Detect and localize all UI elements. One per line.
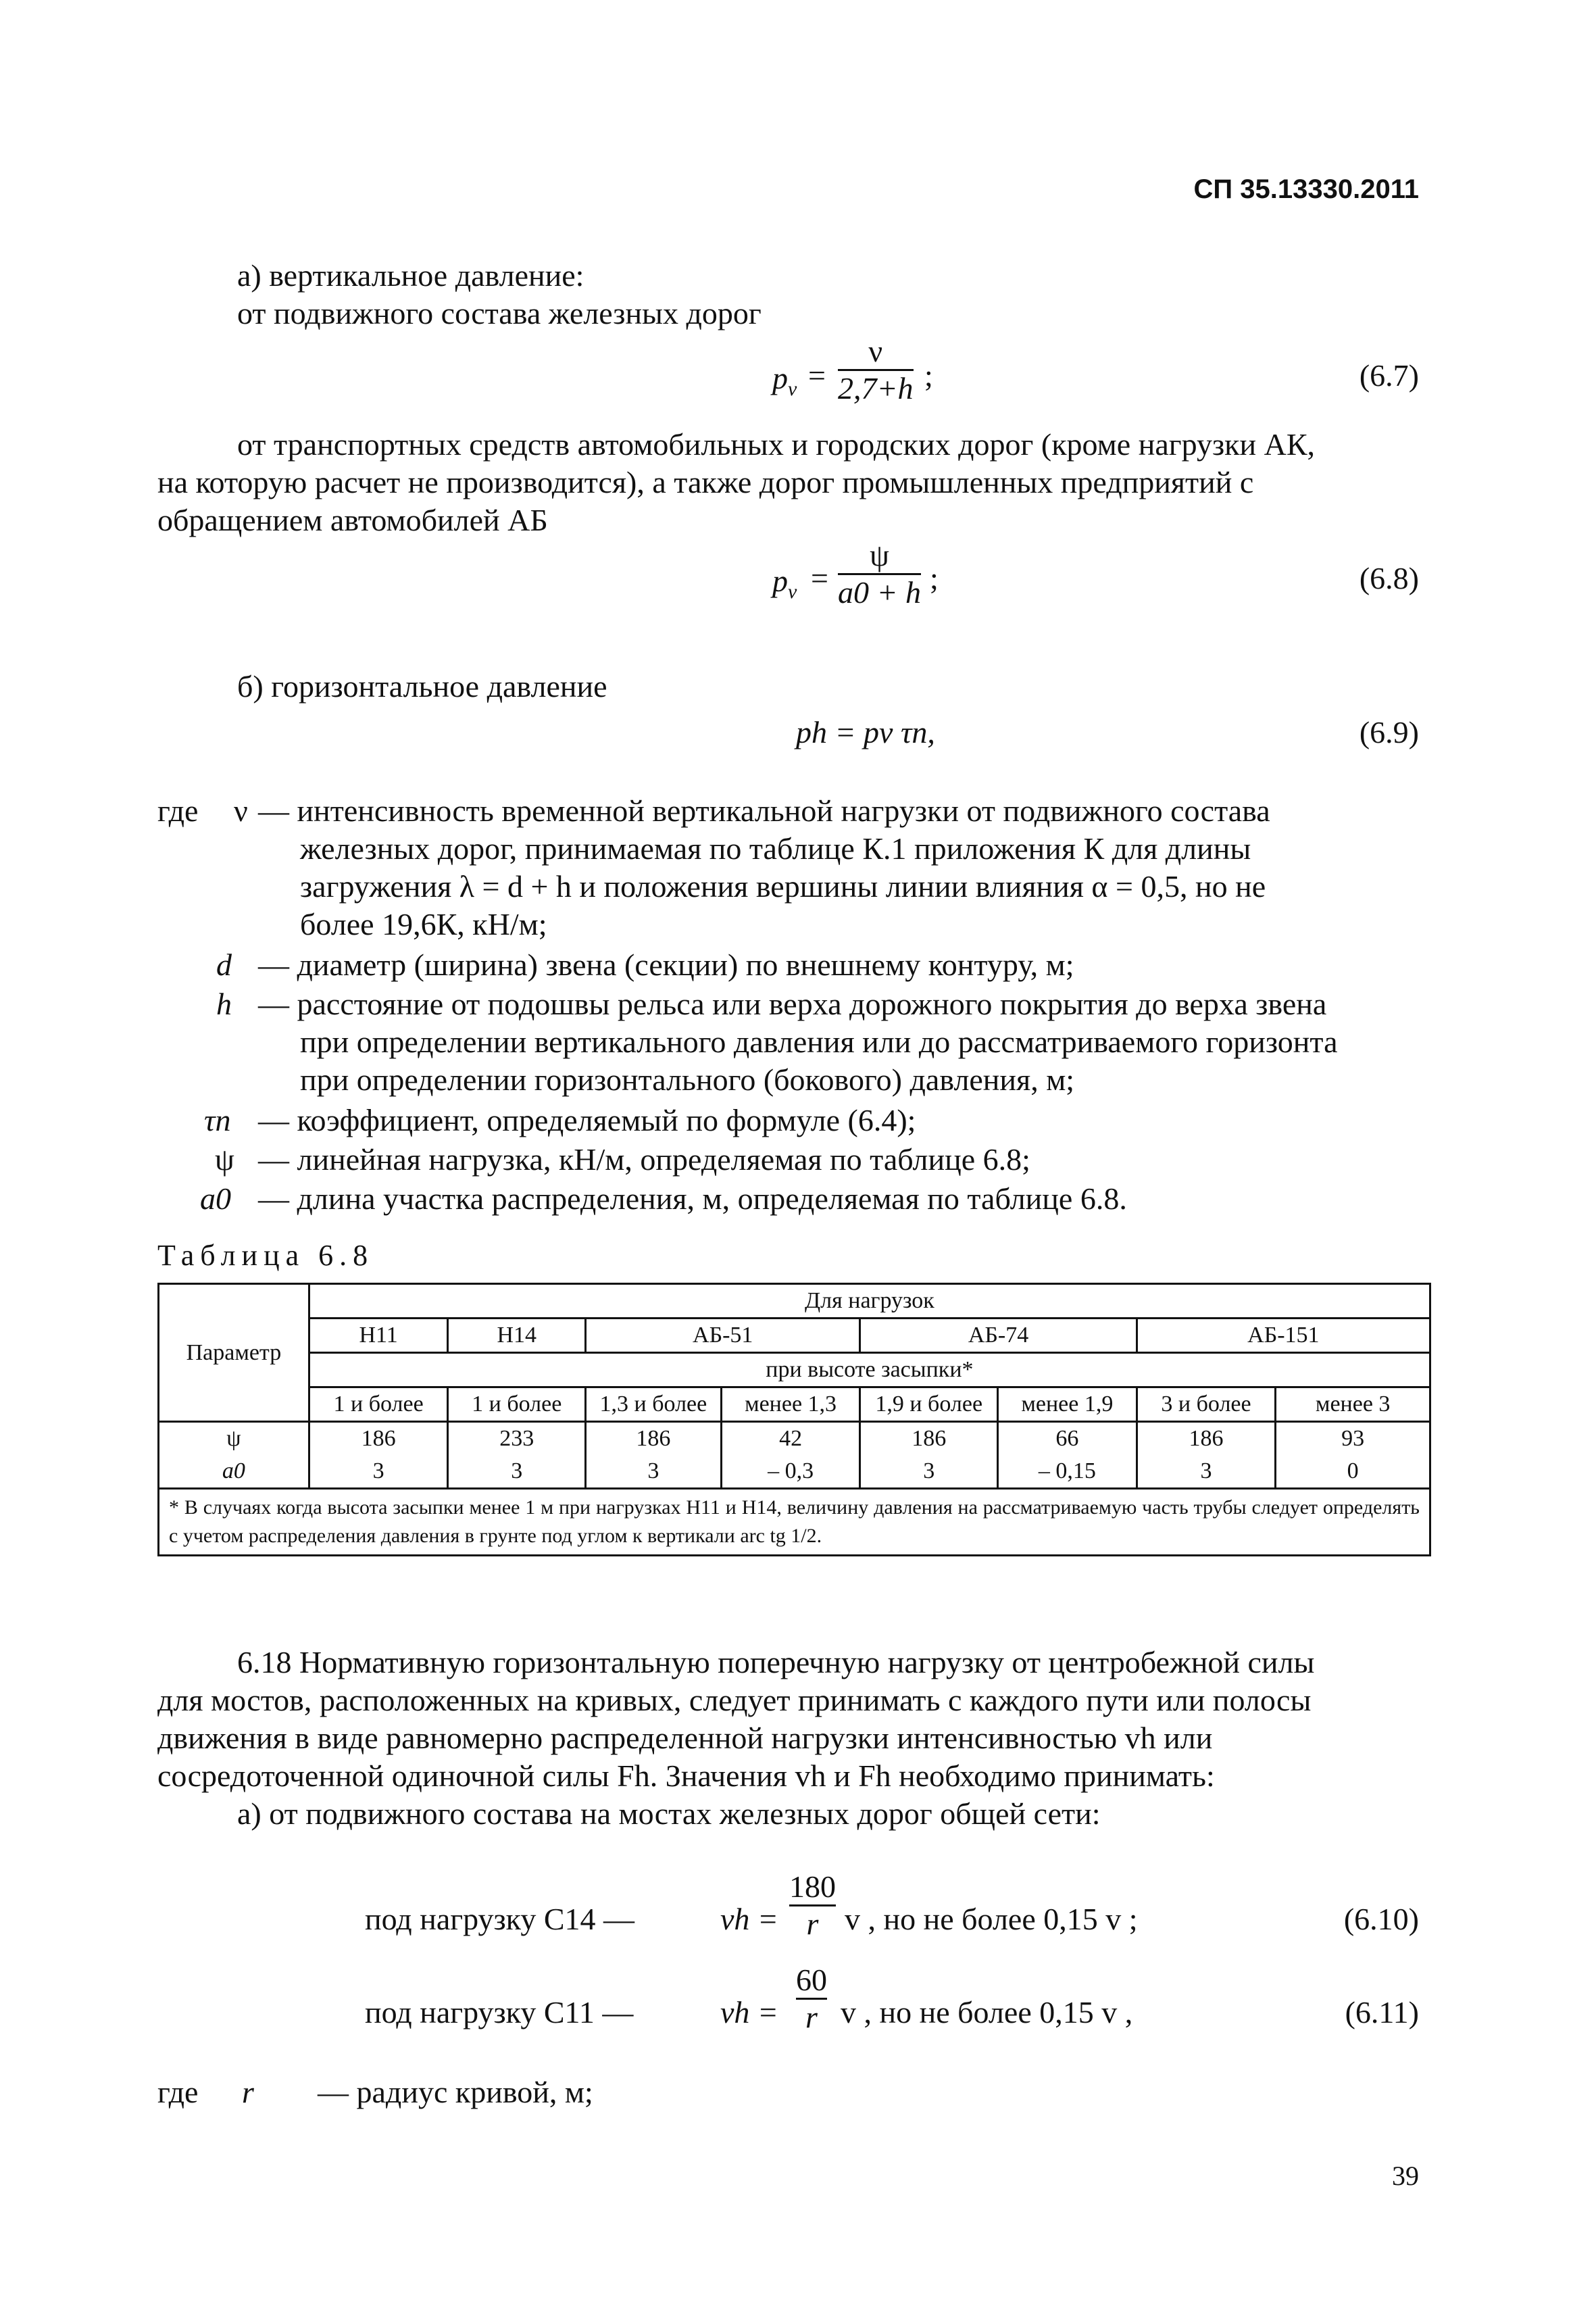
height-cell: 1 и более — [448, 1387, 586, 1422]
table-cell: 186 — [1137, 1422, 1276, 1456]
eq610-lhs: vh = — [720, 1902, 778, 1936]
table-cell: 233 — [448, 1422, 586, 1456]
eq68-number: (6.8) — [1359, 561, 1419, 595]
load-header: АБ-74 — [860, 1319, 1137, 1353]
height-cell: 1 и более — [309, 1387, 448, 1422]
eq611-numerator: 60 — [796, 1963, 827, 1997]
sec618-line3: движения в виде равномерно распределенной нагрузки интенсивностью vh или — [157, 1721, 1213, 1755]
eq68-lhs: $p_v$ — [772, 564, 797, 604]
road-text-line2: на которую расчет не производится), а также дорог промышленных предприятий с — [157, 465, 1254, 499]
def-line: железных дорог, принимаемая по таблице К.1 приложения К для длины — [300, 831, 1251, 866]
where-label: где — [157, 2075, 199, 2109]
def-line: при определении горизонтального (бокового) давления, м; — [300, 1062, 1075, 1097]
height-cell: 1,3 и более — [586, 1387, 722, 1422]
table-row — [159, 1422, 1430, 1456]
table-cell: 0 — [1276, 1455, 1430, 1489]
eq68-equals: = — [811, 561, 828, 595]
table-cell: 186 — [860, 1422, 998, 1456]
height-cell: 3 и более — [1137, 1387, 1276, 1422]
table-caption: Таблица 6.8 — [157, 1239, 374, 1272]
height-cell: менее 1,9 — [998, 1387, 1137, 1422]
def-symbol: ν — [234, 793, 248, 828]
sec618-line2: для мостов, расположенных на кривых, следует принимать с каждого пути или полосы — [157, 1683, 1312, 1717]
def-symbol: τn — [204, 1103, 231, 1137]
sec618-line4: сосредоточенной одиночной силы Fh. Значения vh и Fh необходимо принимать: — [157, 1758, 1215, 1793]
def-line: — расстояние от подошвы рельса или верха дорожного покрытия до верха звена — [258, 987, 1327, 1021]
table-cell: 42 — [721, 1422, 860, 1456]
table-cell: – 0,3 — [721, 1455, 860, 1489]
eq610-tail: v , но не более 0,15 v ; — [845, 1902, 1138, 1936]
def-line: — длина участка распределения, м, определяемая по таблице 6.8. — [258, 1181, 1127, 1216]
param-header: Параметр — [159, 1284, 309, 1422]
load-header: Н11 — [309, 1319, 448, 1353]
row-param: a0 — [159, 1455, 309, 1489]
eq610-label: под нагрузку С14 — — [365, 1902, 635, 1936]
from-rail-text: от подвижного состава железных дорог — [237, 296, 762, 330]
height-cell: 1,9 и более — [860, 1387, 998, 1422]
def-line: более 19,6К, кН/м; — [300, 907, 547, 941]
table-6-8 — [157, 1283, 1431, 1556]
eq68-denominator: a0 + h — [838, 575, 922, 610]
def-line: загружения λ = d + h и положения вершины линии влияния α = 0,5, но не — [300, 869, 1266, 904]
table-row — [159, 1455, 1430, 1489]
eq611-denominator: r — [805, 2000, 818, 2034]
eq67-lhs: $p_v$ — [772, 361, 797, 401]
eq610-numerator: 180 — [789, 1869, 836, 1904]
eq67-equals: = — [808, 358, 826, 393]
eq67-denominator: 2,7+h — [838, 371, 914, 405]
sec618-line1: 6.18 Нормативную горизонтальную поперечную нагрузку от центробежной силы — [237, 1645, 1315, 1679]
eq67-numerator: ν — [868, 334, 883, 368]
eq611-fraction — [796, 1963, 827, 2035]
def-line: — интенсивность временной вертикальной нагрузки от подвижного состава — [258, 793, 1270, 828]
load-header: АБ-51 — [586, 1319, 860, 1353]
table-cell: – 0,15 — [998, 1455, 1137, 1489]
table-cell: 3 — [586, 1455, 722, 1489]
table-cell: 186 — [586, 1422, 722, 1456]
item-b-horizontal: б) горизонтальное давление — [237, 669, 607, 704]
load-header: Н14 — [448, 1319, 586, 1353]
eq610-number: (6.10) — [1343, 1902, 1419, 1936]
eq68-fraction — [838, 538, 921, 610]
def-symbol: r — [242, 2075, 254, 2109]
def-symbol: d — [216, 947, 232, 982]
eq69-number: (6.9) — [1359, 715, 1419, 749]
def-symbol: h — [216, 987, 232, 1021]
def-line: — диаметр (ширина) звена (секции) по внешнему контуру, м; — [258, 947, 1074, 982]
def-line: — коэффициент, определяемый по формуле (6.4); — [258, 1103, 916, 1137]
table-cell: 93 — [1276, 1422, 1430, 1456]
page-number: 39 — [1392, 2161, 1419, 2191]
table-cell: 3 — [309, 1455, 448, 1489]
height-header: при высоте засыпки* — [309, 1353, 1430, 1387]
row-param: ψ — [159, 1422, 309, 1456]
eq67-semicolon: ; — [924, 358, 933, 393]
def-symbol: a0 — [200, 1181, 231, 1216]
where-label: где — [157, 793, 199, 828]
document-code: СП 35.13330.2011 — [1193, 174, 1419, 204]
eq610-fraction — [789, 1869, 836, 1942]
height-cell: менее 3 — [1276, 1387, 1430, 1422]
table-cell: 3 — [860, 1455, 998, 1489]
item-a-vertical: а) вертикальное давление: — [237, 258, 584, 293]
table-cell: 3 — [1137, 1455, 1276, 1489]
for-loads-header: Для нагрузок — [309, 1284, 1430, 1319]
def-symbol: ψ — [215, 1142, 234, 1177]
table-cell: 66 — [998, 1422, 1137, 1456]
eq67-number: (6.7) — [1359, 358, 1419, 393]
def-line: при определении вертикального давления или до рассматриваемого горизонта — [300, 1025, 1338, 1059]
eq611-label: под нагрузку С11 — — [365, 1995, 634, 2029]
def-line: — радиус кривой, м; — [318, 2075, 593, 2109]
eq68-semicolon: ; — [930, 561, 939, 595]
height-cell: менее 1,3 — [721, 1387, 860, 1422]
road-text-line1: от транспортных средств автомобильных и городских дорог (кроме нагрузки АК, — [237, 427, 1316, 462]
eq68-numerator: ψ — [870, 538, 889, 572]
eq610-denominator: r — [806, 1906, 819, 1941]
eq611-tail: v , но не более 0,15 v , — [841, 1995, 1133, 2029]
eq611-number: (6.11) — [1345, 1995, 1419, 2029]
sec618-line5: а) от подвижного состава на мостах железных дорог общей сети: — [237, 1796, 1101, 1831]
eq611-lhs: vh = — [720, 1995, 778, 2029]
table-cell: 3 — [448, 1455, 586, 1489]
load-header: АБ-151 — [1137, 1319, 1430, 1353]
def-line: — линейная нагрузка, кН/м, определяемая по таблице 6.8; — [258, 1142, 1030, 1177]
table-footnote: * В случаях когда высота засыпки менее 1 м при нагрузках Н11 и Н14, величину давления на рассматриваемую часть трубы следует определять с учетом распределения давления в грунте под углом к вертикали arc tg 1/2. — [159, 1489, 1430, 1556]
table-cell: 186 — [309, 1422, 448, 1456]
road-text-line3: обращением автомобилей АБ — [157, 503, 548, 537]
eq67-fraction — [838, 334, 914, 406]
eq69-text: ph = pv τn, — [796, 715, 935, 749]
